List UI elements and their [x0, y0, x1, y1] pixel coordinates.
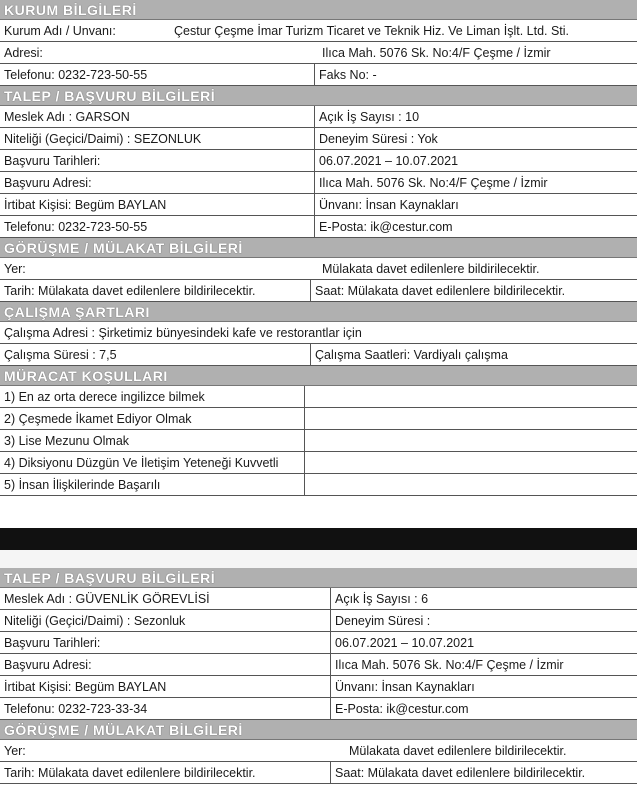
- muracat-item-empty: [304, 452, 637, 473]
- muracat-item-text: 4) Diksiyonu Düzgün Ve İletişim Yeteneği Kuvvetli: [4, 456, 279, 470]
- section-header-kurum: KURUM BİLGİLERİ: [0, 0, 637, 20]
- gorusme2-yer-row: [0, 740, 637, 762]
- talep1-unvan: Ünvanı: İnsan Kaynakları: [314, 194, 637, 215]
- muracat-item: [0, 474, 637, 496]
- section-header-gorusme-2: GÖRÜŞME / MÜLAKAT BİLGİLERİ: [0, 720, 637, 740]
- talep2-adres-row: [0, 654, 637, 676]
- kurum-name-label: Kurum Adı / Unvanı:: [4, 24, 116, 38]
- talep1-meslek: Meslek Adı : GARSON: [4, 110, 130, 124]
- muracat-item-text: 1) En az orta derece ingilizce bilmek: [4, 390, 205, 404]
- muracat-item: [0, 408, 637, 430]
- talep1-deneyim: Deneyim Süresi : Yok: [314, 128, 637, 149]
- talep1-tarih-row: [0, 150, 637, 172]
- talep1-adres-row: [0, 172, 637, 194]
- kurum-phone-row: [0, 64, 637, 86]
- talep2-meslek: Meslek Adı : GÜVENLİK GÖREVLİSİ: [4, 592, 210, 606]
- talep1-nitelik: Niteliği (Geçici/Daimi) : SEZONLUK: [4, 132, 202, 146]
- talep1-acik-is: Açık İş Sayısı : 10: [314, 106, 637, 127]
- page-separator: [0, 528, 637, 550]
- talep2-deneyim: Deneyim Süresi :: [330, 610, 637, 631]
- talep1-meslek-row: [0, 106, 637, 128]
- gorusme2-tarih: Tarih: Mülakata davet edilenlere bildirilecektir.: [4, 766, 256, 780]
- muracat-item-empty: [304, 474, 637, 495]
- talep2-unvan: Ünvanı: İnsan Kaynakları: [330, 676, 637, 697]
- muracat-item-text: 5) İnsan İlişkilerinde Başarılı: [4, 478, 161, 492]
- calisma-saatler: Çalışma Saatleri: Vardiyalı çalışma: [310, 344, 637, 365]
- talep1-telefon: Telefonu: 0232-723-50-55: [4, 220, 148, 234]
- talep2-adres-label: Başvuru Adresi:: [4, 658, 92, 672]
- muracat-item: [0, 430, 637, 452]
- talep1-telefon-row: [0, 216, 637, 238]
- talep1-eposta: E-Posta: ik@cestur.com: [314, 216, 637, 237]
- section-header-gorusme-1: GÖRÜŞME / MÜLAKAT BİLGİLERİ: [0, 238, 637, 258]
- muracat-item-text: 3) Lise Mezunu Olmak: [4, 434, 130, 448]
- section-header-talep-2: TALEP / BAŞVURU BİLGİLERİ: [0, 568, 637, 588]
- talep1-tarih-value: 06.07.2021 – 10.07.2021: [314, 150, 637, 171]
- talep1-irtibat: İrtibat Kişisi: Begüm BAYLAN: [4, 198, 167, 212]
- talep1-adres-value: Ilıca Mah. 5076 Sk. No:4/F Çeşme / İzmir: [314, 172, 637, 193]
- muracat-item: [0, 386, 637, 408]
- talep1-tarih-label: Başvuru Tarihleri:: [4, 154, 101, 168]
- talep2-tarih-value: 06.07.2021 – 10.07.2021: [330, 632, 637, 653]
- kurum-name-value: Çestur Çeşme İmar Turizm Ticaret ve Teknik Hiz. Ve Liman İşlt. Ltd. Sti.: [174, 24, 570, 38]
- kurum-phone: Telefonu: 0232-723-50-55: [4, 68, 148, 82]
- page-gap: [0, 550, 637, 568]
- gorusme2-yer-label: Yer:: [4, 744, 26, 758]
- talep2-tarih-label: Başvuru Tarihleri:: [4, 636, 101, 650]
- talep2-irtibat: İrtibat Kişisi: Begüm BAYLAN: [4, 680, 167, 694]
- talep2-nitelik-row: [0, 610, 637, 632]
- talep2-eposta: E-Posta: ik@cestur.com: [330, 698, 637, 719]
- muracat-item-empty: [304, 430, 637, 451]
- gorusme1-saat: Saat: Mülakata davet edilenlere bildirilecektir.: [310, 280, 637, 301]
- talep2-acik-is: Açık İş Sayısı : 6: [330, 588, 637, 609]
- gorusme2-yer-value: Mülakata davet edilenlere bildirilecektir.: [349, 744, 567, 758]
- calisma-adres: Çalışma Adresi : Şirketimiz bünyesindeki kafe ve restorantlar için: [4, 326, 362, 340]
- gorusme2-saat: Saat: Mülakata davet edilenlere bildirilecektir.: [330, 762, 637, 783]
- gorusme1-yer-label: Yer:: [4, 262, 26, 276]
- talep2-telefon-row: [0, 698, 637, 720]
- gorusme1-tarih-saat-row: [0, 280, 637, 302]
- talep1-adres-label: Başvuru Adresi:: [4, 176, 92, 190]
- kurum-address-value: Ilıca Mah. 5076 Sk. No:4/F Çeşme / İzmir: [322, 46, 551, 60]
- gorusme2-tarih-saat-row: [0, 762, 637, 784]
- talep2-adres-value: Ilıca Mah. 5076 Sk. No:4/F Çeşme / İzmir: [330, 654, 637, 675]
- section-header-talep-1: TALEP / BAŞVURU BİLGİLERİ: [0, 86, 637, 106]
- kurum-name-row: [0, 20, 637, 42]
- kurum-address-label: Adresi:: [4, 46, 43, 60]
- muracat-item: [0, 452, 637, 474]
- calisma-sure: Çalışma Süresi : 7,5: [4, 348, 117, 362]
- kurum-address-row: [0, 42, 637, 64]
- gorusme1-yer-row: [0, 258, 637, 280]
- section-header-muracat: MÜRACAT KOŞULLARI: [0, 366, 637, 386]
- document-page-2: [0, 568, 637, 784]
- section-header-calisma: ÇALIŞMA ŞARTLARI: [0, 302, 637, 322]
- talep2-meslek-row: [0, 588, 637, 610]
- gorusme1-yer-value: Mülakata davet edilenlere bildirilecektir.: [322, 262, 540, 276]
- muracat-item-text: 2) Çeşmede İkamet Ediyor Olmak: [4, 412, 192, 426]
- talep2-tarih-row: [0, 632, 637, 654]
- calisma-sure-row: [0, 344, 637, 366]
- talep2-irtibat-row: [0, 676, 637, 698]
- kurum-fax: Faks No: -: [314, 64, 637, 85]
- calisma-adres-row: [0, 322, 637, 344]
- talep2-telefon: Telefonu: 0232-723-33-34: [4, 702, 148, 716]
- muracat-item-empty: [304, 386, 637, 407]
- muracat-item-empty: [304, 408, 637, 429]
- talep1-nitelik-row: [0, 128, 637, 150]
- talep2-nitelik: Niteliği (Geçici/Daimi) : Sezonluk: [4, 614, 186, 628]
- talep1-irtibat-row: [0, 194, 637, 216]
- gorusme1-tarih: Tarih: Mülakata davet edilenlere bildirilecektir.: [4, 284, 256, 298]
